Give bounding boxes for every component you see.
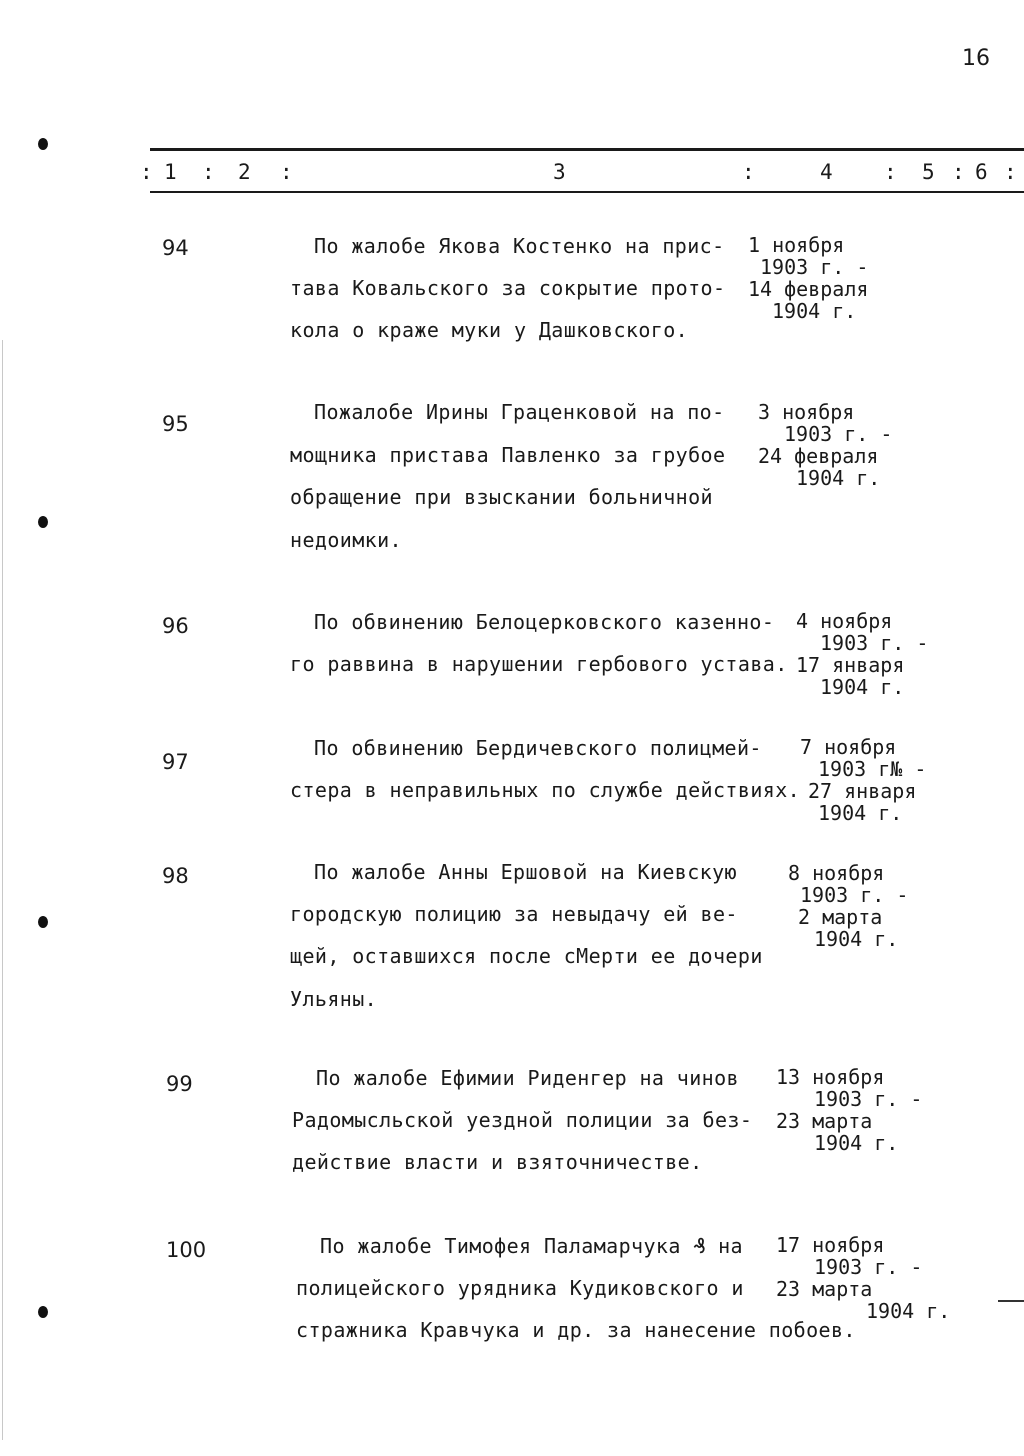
- entry-line: действие власти и взяточничестве.: [292, 1150, 703, 1174]
- header-col-1: 1: [164, 160, 177, 184]
- entry-number: 99: [166, 1072, 193, 1096]
- header-top-rule: [150, 148, 1024, 151]
- entry-date-end: 24 февраля: [758, 444, 879, 468]
- entry-line: Пожалобе Ирины Граценковой на по-: [314, 400, 725, 424]
- binder-hole: [38, 916, 48, 928]
- margin-dash: [998, 1300, 1024, 1302]
- entry-date-start: 3 ноября: [758, 400, 855, 424]
- header-sep: :: [952, 160, 965, 184]
- entry-date-end: 14 февраля: [748, 277, 869, 301]
- entry-date-start: 7 ноября: [800, 735, 897, 759]
- entry-line: Ульяны.: [290, 987, 378, 1011]
- header-col-4: 4: [820, 160, 833, 184]
- header-sep: :: [884, 160, 897, 184]
- entry-date-end: 17 января: [796, 653, 905, 677]
- header-col-6: 6: [975, 160, 988, 184]
- header-sep: :: [140, 160, 153, 184]
- entry-date-year: 1903 г. -: [814, 1087, 923, 1111]
- entry-line: мощника пристава Павленко за грубое: [290, 443, 726, 467]
- entry-date-year: 1903 г. -: [814, 1255, 923, 1279]
- entry-number: 100: [166, 1238, 207, 1262]
- header-col-5: 5: [922, 160, 935, 184]
- binder-hole: [38, 138, 48, 150]
- entry-date-year: 1903 г. -: [800, 883, 909, 907]
- entry-date-start: 13 ноября: [776, 1065, 885, 1089]
- entry-line: По жалобе Ефимии Риденгер на чинов: [316, 1066, 739, 1090]
- entry-number: 96: [162, 614, 189, 638]
- entry-date-year: 1904 г.: [796, 466, 881, 490]
- page-number: 16: [962, 46, 990, 71]
- header-sep: :: [280, 160, 293, 184]
- entry-date-start: 8 ноября: [788, 861, 885, 885]
- entry-date-start: 17 ноября: [776, 1233, 885, 1257]
- entry-number: 95: [162, 412, 189, 436]
- entry-date-end: 23 марта: [776, 1277, 873, 1301]
- entry-line: По жалобе Якова Костенко на прис-: [314, 234, 725, 258]
- entry-date-year: 1904 г.: [820, 675, 905, 699]
- entry-date-year: 1903 г№ -: [818, 757, 927, 781]
- entry-number: 98: [162, 864, 189, 888]
- entry-date-year: 1904 г.: [818, 801, 903, 825]
- entry-line: полицейского урядника Кудиковского и: [296, 1276, 744, 1300]
- entry-date-start: 4 ноября: [796, 609, 893, 633]
- entry-date-year: 1904 г.: [814, 1131, 899, 1155]
- binder-hole: [38, 1306, 48, 1318]
- header-sep: :: [1004, 160, 1017, 184]
- header-col-2: 2: [238, 160, 251, 184]
- entry-line: обращение при взыскании больничной: [290, 485, 713, 509]
- entry-line: тава Ковальского за сокрытие прото-: [290, 276, 726, 300]
- entry-date-end: 2 марта: [798, 905, 883, 929]
- entry-line: По обвинению Белоцерковского казенно-: [314, 610, 775, 634]
- entry-line: городскую полицию за невыдачу ей ве-: [290, 902, 738, 926]
- header-col-3: 3: [553, 160, 566, 184]
- entry-number: 97: [162, 750, 189, 774]
- entry-date-year: 1904 г.: [866, 1299, 951, 1323]
- entry-date-end: 27 января: [808, 779, 917, 803]
- entry-date-end: 23 марта: [776, 1109, 873, 1133]
- entry-date-year: 1904 г.: [814, 927, 899, 951]
- entry-date-year: 1904 г.: [772, 299, 857, 323]
- entry-line: стера в неправильных по службе действиях.: [290, 778, 801, 802]
- entry-number: 94: [162, 236, 189, 260]
- entry-line: Радомысльской уездной полиции за без-: [292, 1108, 753, 1132]
- binder-hole: [38, 516, 48, 528]
- header-sep: :: [202, 160, 215, 184]
- entry-date-year: 1903 г. -: [760, 255, 869, 279]
- entry-date-year: 1903 г. -: [784, 422, 893, 446]
- entry-date-year: 1903 г. -: [820, 631, 929, 655]
- entry-line: стражника Кравчука и др. за нанесение побоев.: [296, 1318, 856, 1342]
- entry-date-start: 1 ноября: [748, 233, 845, 257]
- entry-line: По жалобе Тимофея Паламарчука ₰ на: [320, 1234, 743, 1258]
- entry-line: недоимки.: [290, 528, 402, 552]
- header-bottom-rule: [150, 191, 1024, 193]
- scan-edge-line: [2, 340, 3, 1440]
- header-sep: :: [742, 160, 755, 184]
- entry-line: кола о краже муки у Дашковского.: [290, 318, 689, 342]
- entry-line: го раввина в нарушении гербового устава.: [290, 652, 788, 676]
- entry-line: По обвинению Бердичевского полицмей-: [314, 736, 762, 760]
- entry-line: щей, оставшихся после сМерти ее дочери: [290, 944, 763, 968]
- entry-line: По жалобе Анны Ершовой на Киевскую: [314, 860, 737, 884]
